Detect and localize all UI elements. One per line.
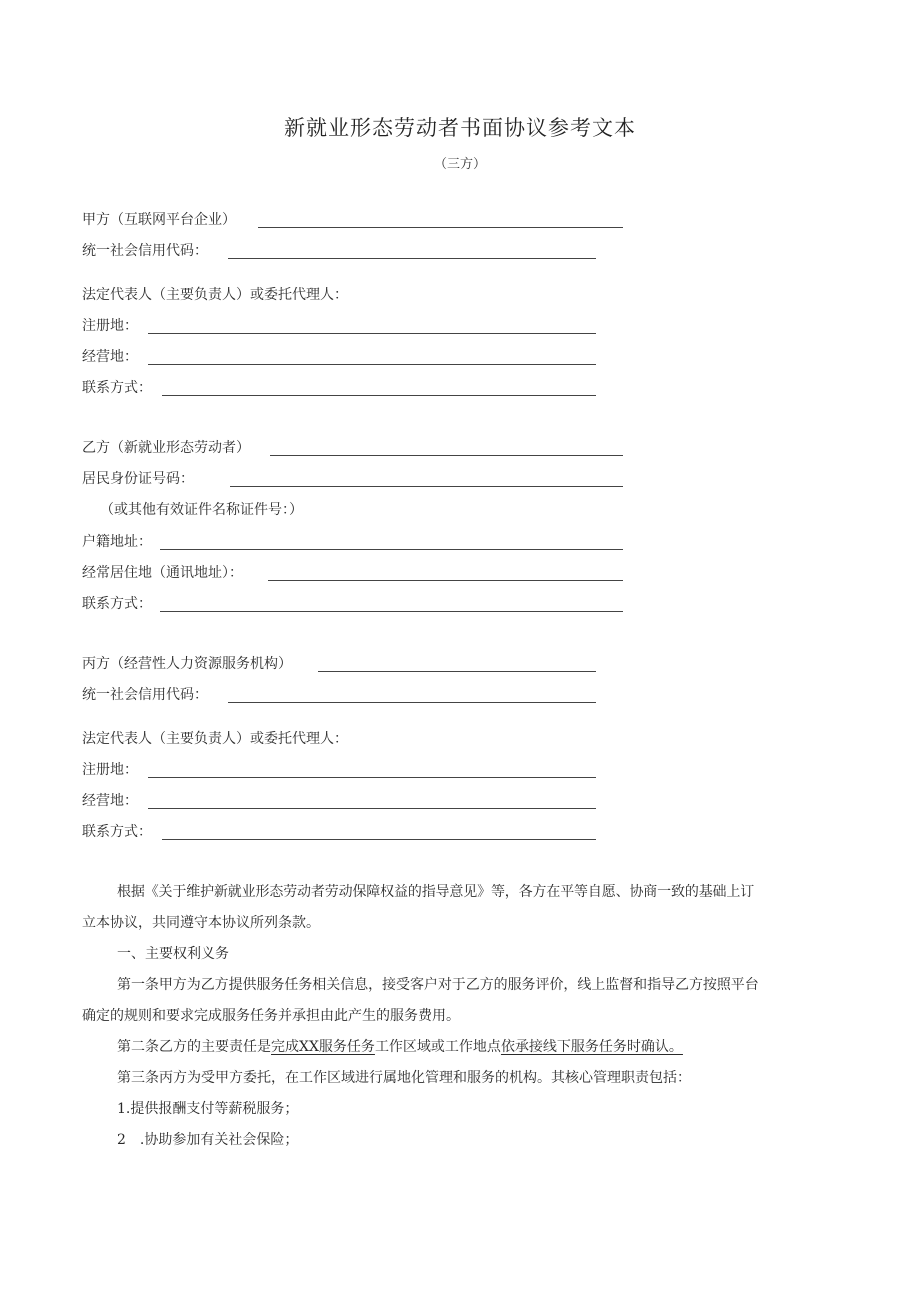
party-a-credit-code-label: 统一社会信用代码： [82, 243, 208, 259]
article-2-lead: 第二条乙方的主要责任是 [117, 1039, 271, 1055]
preamble-line-2: 立本协议，共同遵守本协议所列条款。 [82, 915, 320, 931]
party-c-contact-field[interactable] [82, 822, 597, 842]
party-a-name-label: 甲方（互联网平台企业） [82, 212, 236, 228]
document-title: 新就业形态劳动者书面协议参考文本 [284, 116, 636, 140]
party-b-id-number-label: 居民身份证号码： [82, 471, 194, 487]
party-a-business-address-label: 经营地： [82, 349, 138, 365]
party-a-credit-code-blank[interactable] [228, 258, 596, 259]
list-item-2-number: 2 [117, 1132, 126, 1148]
party-c-registered-address-label: 注册地： [82, 762, 138, 778]
party-b-residence-address-field[interactable] [82, 563, 624, 583]
party-c-credit-code-field[interactable] [82, 685, 597, 705]
list-item-2-text: .协助参加有关社会保险； [139, 1132, 299, 1148]
party-b-household-address-label: 户籍地址： [82, 534, 152, 550]
party-a-contact-blank[interactable] [162, 395, 596, 396]
party-b-contact-blank[interactable] [160, 611, 623, 612]
party-c-business-address-field[interactable] [82, 791, 597, 811]
party-a-name-field[interactable] [82, 210, 624, 230]
party-c-credit-code-blank[interactable] [228, 702, 596, 703]
section-1-heading: 一、主要权利义务 [117, 946, 229, 962]
party-b-name-field[interactable] [82, 438, 624, 458]
party-b-id-number-field[interactable] [82, 469, 624, 489]
article-2-task: 完成XX服务任务 [271, 1039, 375, 1055]
party-b-household-address-field[interactable] [82, 532, 624, 552]
party-b-other-id-label: （或其他有效证件名称证件号：） [100, 502, 303, 518]
party-a-business-address-blank[interactable] [148, 364, 596, 365]
party-b-residence-address-blank[interactable] [268, 580, 623, 581]
party-c-registered-address-blank[interactable] [148, 777, 596, 778]
party-b-name-label: 乙方（新就业形态劳动者） [82, 440, 250, 456]
party-b-contact-label: 联系方式： [82, 596, 152, 612]
party-b-id-number-blank[interactable] [230, 486, 623, 487]
party-b-household-address-blank[interactable] [160, 549, 623, 550]
party-a-registered-address-label: 注册地： [82, 318, 138, 334]
article-1-line-1: 第一条甲方为乙方提供服务任务相关信息，接受客户对于乙方的服务评价，线上监督和指导乙方按照平台 [117, 977, 759, 993]
party-c-registered-address-field[interactable] [82, 760, 597, 780]
party-a-business-address-field[interactable] [82, 347, 597, 367]
party-c-contact-blank[interactable] [162, 839, 596, 840]
party-c-name-label: 丙方（经营性人力资源服务机构） [82, 656, 292, 672]
article-2-area: 工作区域或工作地点 [374, 1039, 501, 1055]
article-2 [117, 1037, 683, 1057]
preamble-line-1: 根据《关于维护新就业形态劳动者劳动保障权益的指导意见》等，各方在平等自愿、协商一致的基础上订 [117, 884, 755, 900]
party-b-contact-field[interactable] [82, 594, 624, 614]
document-subtitle: （三方） [433, 157, 486, 172]
list-item-2 [117, 1130, 298, 1150]
party-a-contact-label: 联系方式： [82, 380, 152, 396]
article-3: 第三条丙方为受甲方委托，在工作区域进行属地化管理和服务的机构。其核心管理职责包括： [117, 1070, 691, 1086]
party-a-representative-label: 法定代表人（主要负责人）或委托代理人： [82, 287, 348, 303]
party-c-name-blank[interactable] [318, 671, 596, 672]
party-a-contact-field[interactable] [82, 378, 597, 398]
party-a-credit-code-field[interactable] [82, 241, 597, 261]
party-a-registered-address-blank[interactable] [148, 333, 596, 334]
party-c-name-field[interactable] [82, 654, 597, 674]
article-2-confirm: 依承接线下服务任务时确认。 [500, 1039, 683, 1055]
party-a-registered-address-field[interactable] [82, 316, 597, 336]
list-item-1: 1.提供报酬支付等薪税服务； [117, 1101, 299, 1117]
party-c-business-address-label: 经营地： [82, 793, 138, 809]
party-c-credit-code-label: 统一社会信用代码： [82, 687, 208, 703]
party-c-contact-label: 联系方式： [82, 824, 152, 840]
party-c-business-address-blank[interactable] [148, 808, 596, 809]
party-c-representative-label: 法定代表人（主要负责人）或委托代理人： [82, 731, 348, 747]
article-1-line-2: 确定的规则和要求完成服务任务并承担由此产生的服务费用。 [82, 1008, 460, 1024]
party-b-name-blank[interactable] [270, 455, 623, 456]
party-a-name-blank[interactable] [258, 227, 623, 228]
party-b-residence-address-label: 经常居住地（通讯地址）： [82, 565, 243, 581]
